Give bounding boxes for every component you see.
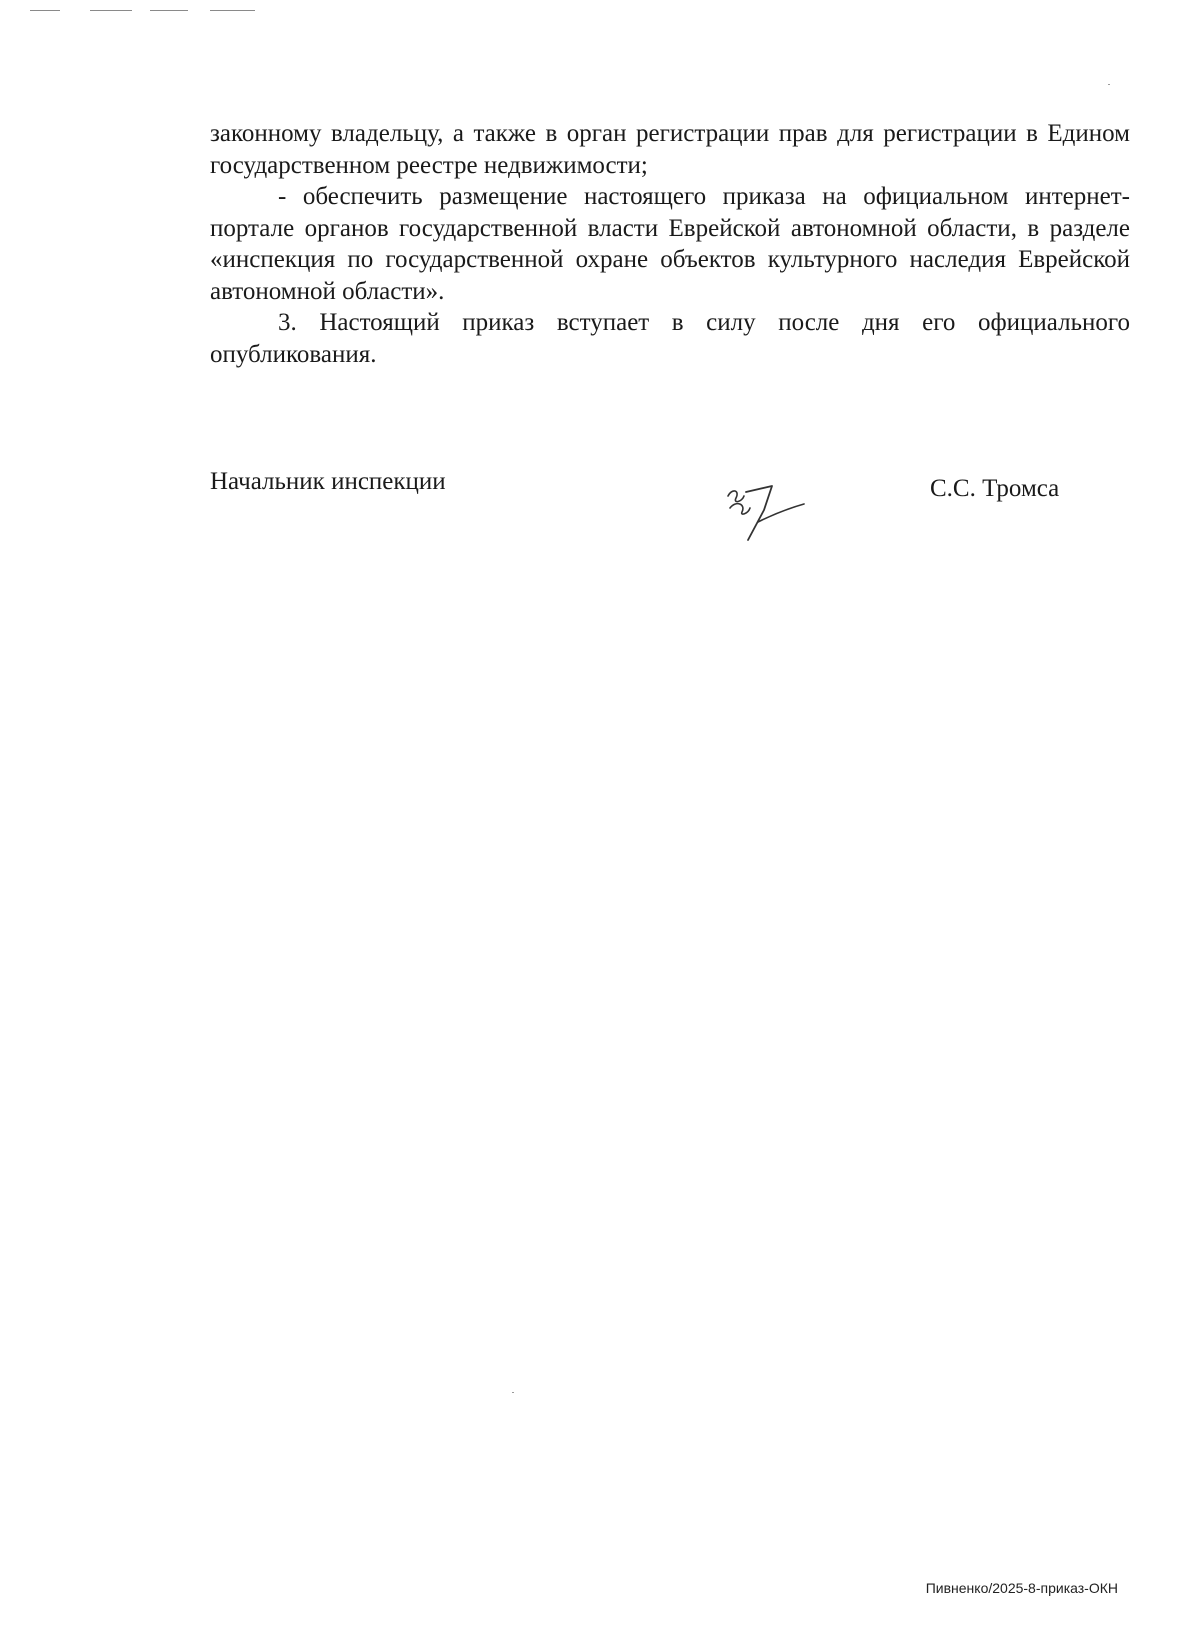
paragraph-continuation: законному владельцу, а также в орган регистрации прав для регистрации в Едином государственном реестре недвижимости; xyxy=(210,120,1130,179)
scan-edge-marks xyxy=(0,10,300,14)
scan-mark xyxy=(90,10,132,11)
scan-speck xyxy=(512,1392,514,1393)
handwritten-signature xyxy=(720,468,810,548)
signatory-name: С.С. Тромса xyxy=(930,475,1060,502)
scan-mark xyxy=(30,10,60,11)
document-body xyxy=(210,118,1130,370)
signatory-title: Начальник инспекции xyxy=(210,468,446,495)
scan-mark xyxy=(210,10,255,11)
document-reference-code: Пивненко/2025-8-приказ-ОКН xyxy=(925,1580,1118,1596)
paragraph-effective-date: 3. Настоящий приказ вступает в силу после дня его официального опубликования. xyxy=(210,309,1130,368)
scan-speck xyxy=(1108,84,1110,85)
paragraph-publish-instruction: - обеспечить размещение настоящего приказа на официальном интернет-портале органов государственной власти Еврейской автономной области, в разделе «инспекция по государственной охране объектов культурного наследия Еврейской автономной области». xyxy=(210,183,1130,305)
signature-block xyxy=(0,468,1200,548)
scan-mark xyxy=(150,10,188,11)
